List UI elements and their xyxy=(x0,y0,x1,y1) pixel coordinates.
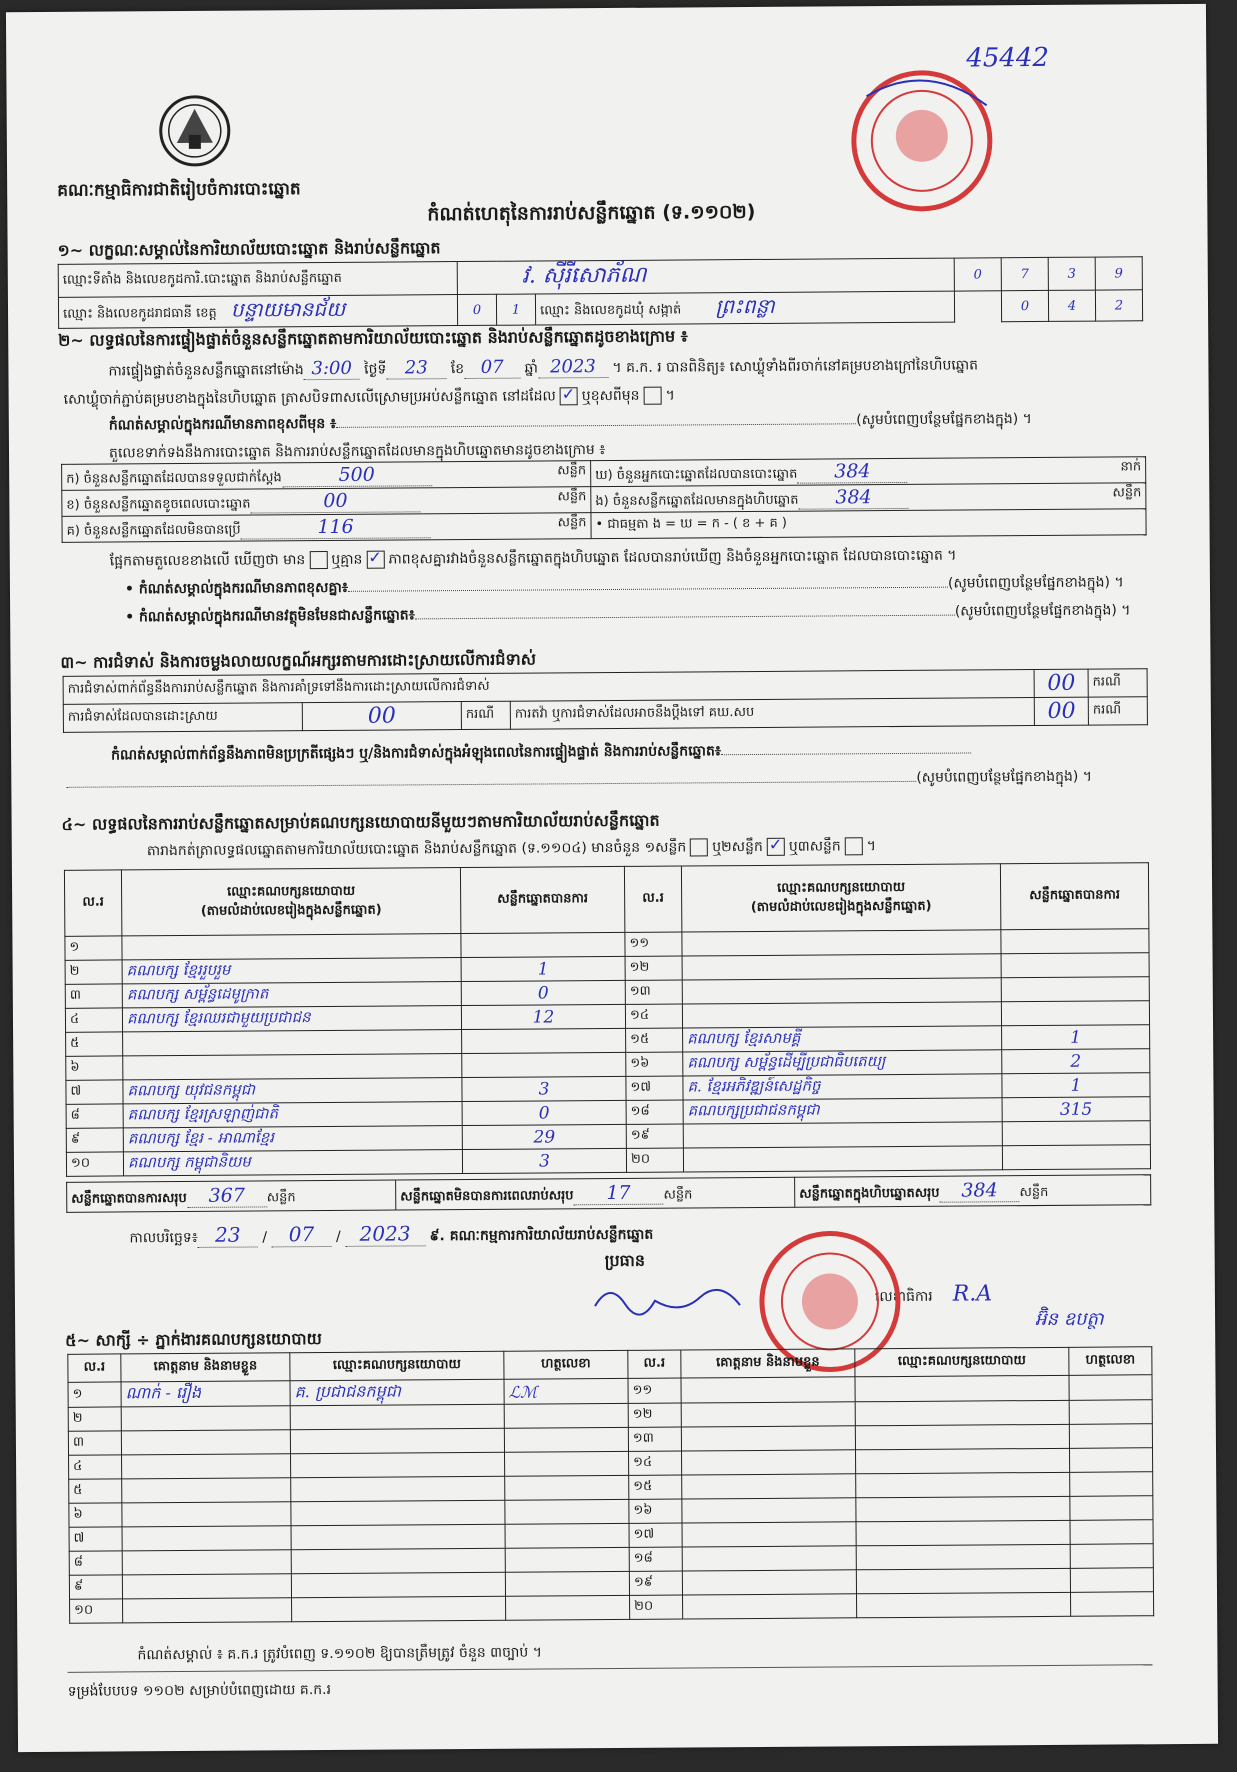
formula: • ជាធម្មតា ង = ឃ = ក - ( ខ + គ ) xyxy=(591,509,1146,539)
secretary-signature: R.A xyxy=(952,1281,993,1307)
witness-no: ១៨ xyxy=(629,1547,682,1571)
attach-d: ។ xyxy=(866,838,877,855)
result-party: គណបក្ស​ សម្ព័ន្ធ​ដើម្បីប្រជាធិបតេយ្យ xyxy=(683,1050,1002,1076)
line1d: ឆ្នាំ xyxy=(524,360,538,377)
witness-party xyxy=(855,1375,1069,1401)
col-no-right: ល.រ xyxy=(624,866,681,932)
witness-signature xyxy=(506,1595,630,1620)
witness-no: ៦ xyxy=(69,1503,122,1527)
result-party: គណបក្ស​ ខ្មែរ​​សាមគ្គី xyxy=(683,1026,1002,1052)
changed-checkbox[interactable] xyxy=(643,387,661,405)
witness-no: ៧ xyxy=(69,1527,122,1551)
witness-name xyxy=(682,1450,856,1475)
result-party xyxy=(123,1030,462,1056)
witness-signature xyxy=(1070,1472,1153,1497)
witness-no: ១៥ xyxy=(629,1475,682,1499)
witness-party xyxy=(291,1572,505,1597)
two-sheet-checkbox[interactable] xyxy=(767,838,785,856)
w-col-name-right: គោត្តនាម និងនាមខ្លួន xyxy=(681,1349,855,1378)
complaints-unit: ករណី xyxy=(1088,669,1147,697)
witness-signature xyxy=(505,1547,629,1572)
witness-signature xyxy=(1070,1544,1153,1569)
line1a: ការផ្ទៀងផ្ទាត់ចំនួនសន្លឹកឆ្នោតនៅម៉ោង xyxy=(108,362,304,380)
witness-signature xyxy=(505,1451,629,1476)
date-line: កាលបរិច្ឆេទ៖ 23 / 07 / 2023 ៩. គណៈកម្មការការិយាល័យរាប់សន្លឹកឆ្នោត xyxy=(129,1221,654,1247)
result-votes xyxy=(1001,953,1149,978)
box-total-label: សន្លឹកឆ្នោតក្នុងហិបឆ្នោតសរុប xyxy=(799,1185,940,1202)
witness-no: ១៩ xyxy=(629,1571,682,1595)
witness-party xyxy=(291,1524,505,1549)
province-code-1: 0 xyxy=(457,294,496,325)
w-col-sig-right: ហត្ថលេខា xyxy=(1069,1347,1152,1376)
invalid-total-label: សន្លឹកឆ្នោតមិនបានការពេលរាប់សរុប xyxy=(400,1187,574,1204)
attach-b: ឬ២សន្លឹក xyxy=(712,838,763,856)
w-col-sig-left: ហត្ថលេខា xyxy=(504,1350,628,1379)
date-day: 23 xyxy=(198,1222,258,1247)
diff-note-line xyxy=(109,409,1032,436)
result-votes: 1 xyxy=(1002,1025,1150,1050)
result-party: គណបក្ស​ យុវជន​កម្ពុជា xyxy=(123,1078,462,1104)
valid-total-unit: សន្លឹក xyxy=(266,1189,296,1205)
result-votes: 1 xyxy=(461,956,625,981)
received-label: ក) ចំនួនសន្លឹកឆ្នោតដែលបានទទួលជាក់ស្តែង xyxy=(66,469,282,487)
witness-no: ១ xyxy=(68,1382,121,1407)
date-month: 07 xyxy=(271,1222,331,1247)
compare-c: ភាពខុសគ្នារវាងចំនួនសន្លឹកឆ្នោតក្នុងហិបឆ្នោត ដែលបានរាប់ឃើញ និងចំនួនអ្នកបោះឆ្នោត ដែលបានបោះឆ្នោត ។ xyxy=(388,547,957,568)
received-unit: សន្លឹក xyxy=(557,462,587,478)
bullet-foreign-object xyxy=(125,600,1130,628)
spoiled-value: 00 xyxy=(250,489,420,513)
result-no: ១៧ xyxy=(626,1076,683,1100)
chair-signature xyxy=(590,1275,750,1326)
result-no: ៥ xyxy=(66,1032,123,1056)
result-no: ៦ xyxy=(66,1056,123,1080)
witness-no: ១៧ xyxy=(629,1523,682,1547)
province-label: ឈ្មោះ និងលេខកូដរាជធានី ខេត្ត xyxy=(62,305,217,322)
witness-no: ៥ xyxy=(69,1479,122,1503)
result-party: គណបក្ស​ ខ្មែរ​​ឈរជាមួយ​ប្រជាជន xyxy=(122,1006,461,1032)
valid-total-value: 367 xyxy=(187,1184,267,1208)
w-col-no-left: ល.រ xyxy=(68,1354,121,1382)
witness-signature xyxy=(505,1475,629,1500)
nec-logo xyxy=(146,91,243,172)
totals-table xyxy=(66,1174,1151,1213)
check-year: 2023 xyxy=(538,356,608,378)
result-party: គណបក្ស​ សម្ព័ន្ធដេមូក្រាត xyxy=(122,982,461,1008)
appeal-label: ការតវ៉ា ឬការជំទាស់ដែលអាចនឹងប្តឹងទៅ គឃ.សប xyxy=(510,698,1035,730)
result-votes xyxy=(1002,1121,1150,1146)
section3-title: ៣~ ការជំទាស់ និងការចម្លងលាយលក្ខណ៍អក្សរតាមការដោះស្រាយលើការជំទាស់ xyxy=(60,649,537,672)
witness-name xyxy=(682,1546,856,1571)
witness-signature xyxy=(504,1427,628,1452)
result-votes: 12 xyxy=(461,1004,625,1029)
witness-name xyxy=(121,1430,290,1455)
witness-no: ១០ xyxy=(70,1599,123,1623)
check-time: 3:00 xyxy=(304,358,360,380)
witness-no: ៤ xyxy=(69,1455,122,1479)
result-party xyxy=(683,1122,1002,1148)
witness-signature xyxy=(1070,1592,1153,1617)
one-sheet-checkbox[interactable] xyxy=(690,838,708,856)
irregularity-fill: (សូមបំពេញបន្ថែមផ្នែកខាងក្នុង) ។ xyxy=(916,768,1093,786)
witness-party xyxy=(291,1548,505,1573)
result-votes xyxy=(1001,1001,1149,1026)
station-code-3: 3 xyxy=(1048,257,1095,290)
result-party xyxy=(122,934,461,960)
voters-unit: នាក់ xyxy=(1120,458,1142,474)
form-title: កំណត់ហេតុនៃការរាប់សន្លឹកឆ្នោត (ទ.១១០២) xyxy=(427,200,756,226)
witness-signature xyxy=(1069,1400,1152,1425)
irregularity-fill-line xyxy=(66,767,1092,795)
result-party xyxy=(682,954,1001,980)
result-votes xyxy=(462,1052,626,1077)
witness-signature xyxy=(1069,1375,1152,1401)
commune-value: ព្រះពន្លា xyxy=(715,293,775,319)
section4-title: ៤~ លទ្ធផលនៃការរាប់សន្លឹកឆ្នោតសម្រាប់គណបក្សនយោបាយនីមួយៗតាមការិយាល័យរាប់សន្លឹកឆ្នោត xyxy=(61,810,660,834)
witness-party xyxy=(857,1592,1071,1617)
check-day: 23 xyxy=(386,357,446,379)
result-no: ១១ xyxy=(625,932,682,956)
witness-no: ២០ xyxy=(630,1595,683,1619)
unused-unit: សន្លឹក xyxy=(557,514,587,530)
unused-label: គ) ចំនួនសន្លឹកឆ្នោតដែលមិនបានប្រើ xyxy=(66,522,241,539)
diff-note-label: កំណត់សម្គាល់ក្នុងករណីមានភាពខុសពីមុន ៖ xyxy=(108,415,337,434)
result-no: ១០ xyxy=(66,1152,123,1176)
voters-label: ឃ) ចំនួនអ្នកបោះឆ្នោតដែលបានបោះឆ្នោត xyxy=(595,466,798,483)
witness-signature xyxy=(504,1403,628,1428)
witness-no: ១៤ xyxy=(629,1451,682,1475)
resolved-unit: ករណី xyxy=(461,701,510,729)
station-table xyxy=(58,256,1143,329)
result-votes: 3 xyxy=(462,1076,626,1101)
witness-signature xyxy=(505,1523,629,1548)
witness-name xyxy=(682,1570,856,1595)
result-votes: 2 xyxy=(1002,1049,1150,1074)
col-party-right-sub: (តាមលំដាប់លេខរៀងក្នុងសន្លឹកឆ្នោត) xyxy=(750,898,932,915)
org-name: គណៈកម្មាធិការជាតិរៀបចំការបោះឆ្នោត xyxy=(57,179,301,201)
station-code-2: 7 xyxy=(1001,257,1048,290)
witness-party xyxy=(291,1500,505,1525)
result-party xyxy=(682,978,1001,1004)
witness-party xyxy=(855,1424,1069,1449)
witness-party xyxy=(856,1472,1070,1497)
no-difference-checkbox[interactable] xyxy=(366,551,384,569)
witness-name xyxy=(123,1598,292,1623)
station-label: ឈ្មោះទីតាំង និងលេខកូដការិ.បោះឆ្នោត និងរាប់សន្លឹកឆ្នោត xyxy=(58,262,457,298)
valid-total-label: សន្លឹកឆ្នោតបានការសរុប xyxy=(71,1190,187,1207)
secretary-label: លេខាធិការ xyxy=(874,1288,933,1306)
witness-no: ១២ xyxy=(628,1403,681,1427)
official-seal xyxy=(846,65,997,216)
bullet2-text: • កំណត់សម្គាល់ក្នុងករណីមានវត្ថុមិនមែនជាសន្លឹកឆ្នោត៖ xyxy=(125,607,415,626)
received-value: 500 xyxy=(282,463,432,487)
commune-label: ឈ្មោះ និងលេខកូដឃុំ សង្កាត់ xyxy=(539,302,682,319)
witness-signature xyxy=(1069,1448,1152,1473)
witness-name xyxy=(122,1550,291,1575)
inbox-unit: សន្លឹក xyxy=(1112,484,1142,500)
result-party: គណបក្ស​ប្រជាជនកម្ពុជា xyxy=(683,1098,1002,1124)
witness-party xyxy=(290,1404,504,1429)
result-votes xyxy=(1002,1145,1150,1170)
witness-party xyxy=(291,1476,505,1501)
result-votes: 29 xyxy=(462,1124,626,1149)
commission-label: ៩. គណៈកម្មការការិយាល័យរាប់សន្លឹកឆ្នោត xyxy=(429,1226,654,1245)
w-col-no-right: ល.រ xyxy=(628,1350,681,1378)
results-table xyxy=(64,862,1151,1177)
witness-party xyxy=(856,1520,1070,1545)
invalid-total-value: 17 xyxy=(573,1181,663,1205)
witness-party xyxy=(291,1452,505,1477)
result-votes: 1 xyxy=(1002,1073,1150,1098)
witness-name xyxy=(682,1474,856,1499)
witness-no: ១៣ xyxy=(628,1427,681,1451)
bullet1-fill: (សូមបំពេញបន្ថែមផ្នែកខាងក្នុង) ។ xyxy=(947,574,1124,592)
col-party-right xyxy=(681,864,1000,932)
box-total-unit: សន្លឹក xyxy=(1019,1184,1049,1200)
line1e: ។ គ.ក. រ បានពិនិត្យ៖ សោឃ្លុំទាំងពីរចាក់នៅគម្របខាងក្រៅនៃហិបឆ្នោត xyxy=(612,357,979,376)
result-no: ១៨ xyxy=(626,1100,683,1124)
footnote: កំណត់សម្គាល់ ៖ គ.ក.រ ត្រូវបំពេញ ទ.១១០២ ឱ្យបានត្រឹមត្រូវ ចំនួន ៣ច្បាប់ ។ xyxy=(137,1644,543,1664)
witness-signature xyxy=(1069,1424,1152,1449)
witness-party xyxy=(856,1544,1070,1569)
witness-name xyxy=(682,1498,856,1523)
section2-title: ២~ លទ្ធផលនៃការផ្ទៀងផ្ទាត់ចំនួនសន្លឹកឆ្នោតតាមការិយាល័យបោះឆ្នោត និងរាប់សន្លឹកឆ្នោតដូចខាងក្រោម ៖ xyxy=(58,326,688,350)
result-party xyxy=(683,1146,1002,1172)
station-code-1: 0 xyxy=(954,258,1001,291)
check-time-line xyxy=(108,353,978,382)
result-no: ៤ xyxy=(65,1008,122,1032)
result-no: ៧ xyxy=(66,1080,123,1104)
stamp-code: 45442 xyxy=(966,42,1050,74)
witness-name xyxy=(681,1402,855,1427)
has-difference-checkbox[interactable] xyxy=(309,551,327,569)
witness-no: ២ xyxy=(68,1407,121,1431)
commune-code-1: 0 xyxy=(1001,290,1048,321)
w-col-name-left: គោត្តនាម និងនាមខ្លួន xyxy=(121,1353,290,1382)
section5-title: ៥~ សាក្សី ÷ ភ្នាក់ងារគណបក្សនយោបាយ xyxy=(65,1329,322,1350)
result-no: ១៩ xyxy=(626,1124,683,1148)
commune-code-2: 4 xyxy=(1048,290,1095,321)
col-no-left: ល.រ xyxy=(64,870,121,936)
witness-name xyxy=(681,1426,855,1451)
result-votes: 0 xyxy=(461,980,625,1005)
result-party xyxy=(682,1002,1001,1028)
result-votes: 3 xyxy=(462,1148,626,1173)
col-votes-right: សន្លឹកឆ្នោតបានការ xyxy=(1000,863,1148,930)
resolved-label: ការជំទាស់ដែលបានដោះស្រាយ xyxy=(63,703,302,733)
station-code-4: 9 xyxy=(1095,257,1142,290)
irregularity-note xyxy=(111,739,971,766)
result-party xyxy=(123,1054,462,1080)
result-party: គ.​ ខ្មែរ​អភិវឌ្ឍន៍សេដ្ឋកិច្ច xyxy=(683,1074,1002,1100)
result-votes xyxy=(461,932,625,957)
complaints-label: ការជំទាស់ពាក់ព័ន្ធនឹងការរាប់សន្លឹកឆ្នោត និងការគាំទ្រទៅនឹងការដោះស្រាយលើការជំទាស់ xyxy=(63,670,1035,705)
result-votes: 0 xyxy=(462,1100,626,1125)
col-party-left-sub: (តាមលំដាប់លេខរៀងក្នុងសន្លឹកឆ្នោត) xyxy=(200,902,382,919)
complaints-table xyxy=(63,668,1148,733)
witness-no: ៣ xyxy=(68,1431,121,1455)
irregularity-note-text: កំណត់សម្គាល់ពាក់ព័ន្ធនឹងភាពមិនប្រក្រតីផ្សេងៗ ឬ/និងការជំទាស់ក្នុងអំឡុងពេលនៃការផ្ទៀងផ្ទាត់ និងការរាប់សន្លឹកឆ្នោត៖ xyxy=(111,743,722,764)
witness-name xyxy=(121,1406,290,1431)
figures-table xyxy=(61,456,1147,543)
col-party-left-title: ឈ្មោះគណបក្សនយោបាយ xyxy=(227,883,356,900)
witness-table xyxy=(67,1346,1154,1624)
result-no: ២ xyxy=(65,960,122,984)
witness-party: គ. ប្រជាជនកម្ពុជា xyxy=(290,1379,504,1405)
witness-name: ណាក់ - រឿង xyxy=(121,1381,290,1407)
complaints-value: 00 xyxy=(1034,669,1088,697)
diff-note-fill: (សូមបំពេញបន្ថែមផ្នែកខាងក្នុង) ។ xyxy=(856,411,1032,429)
result-no: ៩ xyxy=(66,1128,123,1152)
box-total-value: 384 xyxy=(939,1179,1019,1203)
witness-no: ១៦ xyxy=(629,1499,682,1523)
result-no: ១៦ xyxy=(626,1052,683,1076)
province-code-2: 1 xyxy=(496,294,535,325)
compare-b: ឬគ្មាន xyxy=(331,551,363,568)
witness-party xyxy=(856,1568,1070,1593)
figures-intro: តួលេខទាក់ទងនឹងការបោះឆ្នោត និងការរាប់សន្លឹកឆ្នោតដែលមានក្នុងហិបឆ្នោតមានដូចខាងក្រោម ៖ xyxy=(108,442,606,462)
witness-party xyxy=(290,1428,504,1453)
witness-name xyxy=(122,1454,291,1479)
spoiled-unit: សន្លឹក xyxy=(557,488,587,504)
line1b: ថ្ងៃទី xyxy=(364,361,387,378)
bullet-difference xyxy=(125,572,1124,600)
invalid-total-unit: សន្លឹក xyxy=(663,1186,693,1203)
witness-name xyxy=(681,1377,855,1403)
result-party: គណបក្ស ខ្មែរ​រួបរួម xyxy=(122,958,461,984)
witness-name xyxy=(122,1574,291,1599)
result-votes: 315 xyxy=(1002,1097,1150,1122)
resolved-value: 00 xyxy=(302,702,461,731)
date-label: កាលបរិច្ឆេទ៖ xyxy=(129,1229,198,1247)
result-no: ១៣ xyxy=(625,980,682,1004)
witness-name xyxy=(682,1522,856,1547)
witness-signature xyxy=(505,1571,629,1596)
witness-name xyxy=(683,1594,857,1619)
attach-c: ឬ៣សន្លឹក xyxy=(788,838,841,855)
footer: ទម្រង់បែបបទ ១១០២ សម្រាប់បំពេញដោយ គ.ក.រ xyxy=(67,1681,332,1700)
inbox-value: 384 xyxy=(798,485,908,509)
witness-name xyxy=(122,1478,291,1503)
unchanged-checkbox[interactable] xyxy=(560,387,578,405)
three-sheet-checkbox[interactable] xyxy=(845,837,863,855)
appeal-value: 00 xyxy=(1035,697,1089,725)
result-no: ២០ xyxy=(626,1148,683,1172)
witness-signature xyxy=(505,1499,629,1524)
compare-line xyxy=(110,546,957,573)
inbox-label: ង) ចំនួនសន្លឹកឆ្នោតដែលមានក្នុងហិបឆ្នោត xyxy=(595,492,799,509)
voters-value: 384 xyxy=(797,459,907,483)
witness-party xyxy=(856,1496,1070,1521)
result-no: ១ xyxy=(65,936,122,960)
w-col-party-left: ឈ្មោះគណបក្សនយោបាយ xyxy=(290,1351,504,1380)
attachment-line xyxy=(147,836,876,862)
commune-code-3: 2 xyxy=(1095,290,1142,321)
result-party: គណបក្ស​ កម្ពុជា​និយម xyxy=(123,1150,462,1176)
unused-value: 116 xyxy=(240,515,430,539)
result-no: ១៤ xyxy=(625,1004,682,1028)
result-no: ៨ xyxy=(66,1104,123,1128)
spoiled-label: ខ) ចំនួនសន្លឹកឆ្នោតខូចពេលបោះឆ្នោត xyxy=(66,496,251,513)
witness-no: ១១ xyxy=(628,1378,681,1403)
bullet1-text: • កំណត់សម្គាល់ក្នុងករណីមានភាពខុសគ្នា៖ xyxy=(124,579,349,598)
secretary-name: អ៊ិន ឧបត្ថា xyxy=(1035,1308,1104,1331)
witness-no: ៩ xyxy=(69,1575,122,1599)
line2c: ។ xyxy=(665,387,675,404)
witness-signature: ℒℳ xyxy=(504,1378,628,1404)
witness-name xyxy=(122,1502,291,1527)
seal-status-line xyxy=(64,386,675,411)
line1c: ខែ xyxy=(450,361,465,378)
station-value: វ. ស៊ីរីសោភ័ណ xyxy=(521,262,647,289)
result-no: ១៥ xyxy=(626,1028,683,1052)
form-sheet xyxy=(6,4,1218,1752)
line2b: ឬខុសពីមុន xyxy=(581,387,640,405)
section1-title: ១~ លក្ខណៈសម្គាល់នៃការិយាល័យបោះឆ្នោត និងរាប់សន្លឹកឆ្នោត xyxy=(57,238,441,260)
line2: សោឃ្លុំចាក់ភ្ជាប់គម្របខាងក្នុងនៃហិបឆ្នោត ត្រាសបិទពាសលើស្រោមប្រអប់សន្លឹកឆ្នោត នៅដដែល xyxy=(63,388,556,408)
col-votes-left: សន្លឹកឆ្នោតបានការ xyxy=(460,866,624,933)
province-value: បន្ទាយមានជ័យ xyxy=(230,296,346,322)
bullet2-fill: (សូមបំពេញបន្ថែមផ្នែកខាងក្នុង) ។ xyxy=(954,602,1131,620)
w-col-party-right: ឈ្មោះគណបក្សនយោបាយ xyxy=(855,1347,1069,1376)
witness-party xyxy=(855,1400,1069,1425)
result-votes xyxy=(1001,929,1149,954)
witness-signature xyxy=(1070,1568,1153,1593)
appeal-unit: ករណី xyxy=(1088,697,1147,725)
witness-party xyxy=(855,1448,1069,1473)
check-month: 07 xyxy=(464,357,520,379)
attach-a: តារាងកត់ត្រាលទ្ធផលឆ្នោតតាមការិយាល័យបោះឆ្នោត និងរាប់សន្លឹកឆ្នោត (ទ.១១០៤) មានចំនួន ១សន្លឹក xyxy=(146,839,687,860)
compare-a: ផ្អែកតាមតួលេខខាងលើ ឃើញថា មាន xyxy=(109,552,306,570)
result-no: ៣ xyxy=(65,984,122,1008)
result-votes xyxy=(1001,977,1149,1002)
date-year: 2023 xyxy=(345,1221,425,1247)
col-party-right-title: ឈ្មោះគណបក្សនយោបាយ xyxy=(777,879,906,896)
result-party: គណបក្ស​ ខ្មែរ​ស្រឡាញ់ជាតិ xyxy=(123,1102,462,1128)
witness-signature xyxy=(1070,1496,1153,1521)
witness-no: ៨ xyxy=(69,1551,122,1575)
result-votes xyxy=(462,1028,626,1053)
col-party-left xyxy=(121,868,460,936)
witness-name xyxy=(122,1526,291,1551)
witness-signature xyxy=(1070,1520,1153,1545)
result-no: ១២ xyxy=(625,956,682,980)
witness-party xyxy=(292,1596,506,1621)
result-party: គណបក្ស​ ខ្មែរ - ​អាណាខ្មែរ xyxy=(123,1126,462,1152)
result-party xyxy=(682,930,1001,956)
chair-label: ប្រធាន xyxy=(604,1250,646,1271)
